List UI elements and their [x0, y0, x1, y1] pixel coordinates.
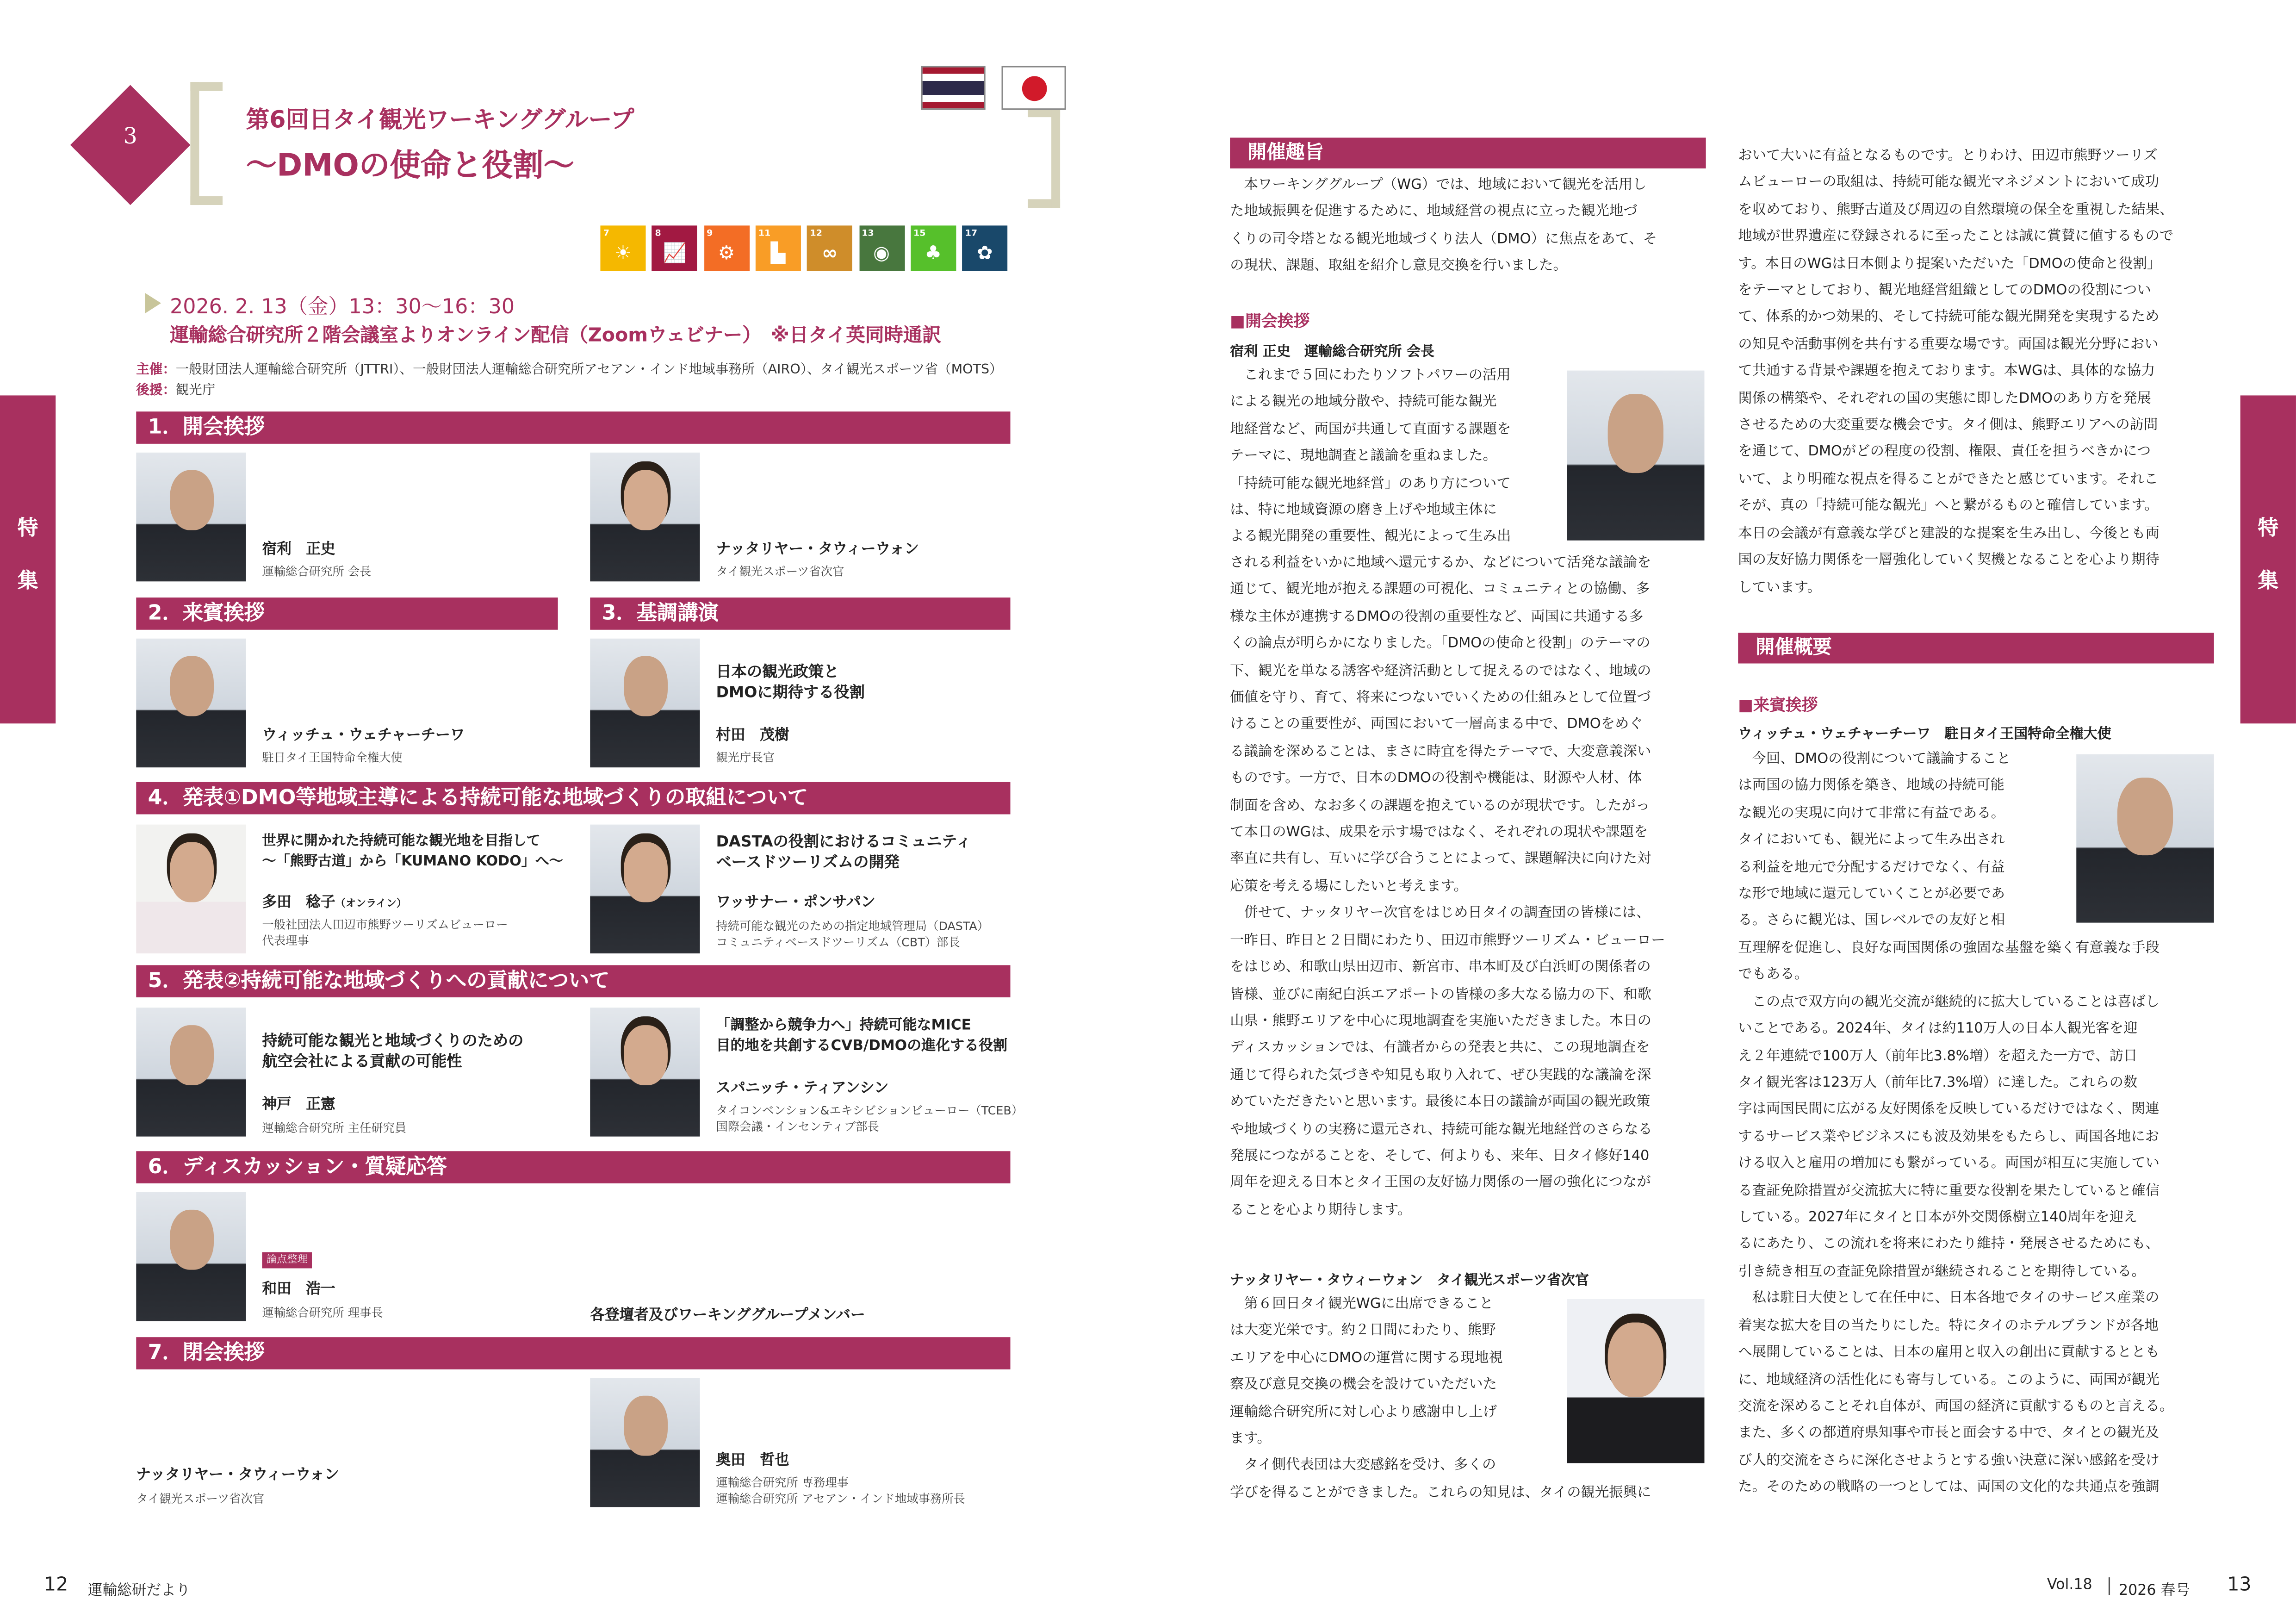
speaker-name: 神戸 正憲: [262, 1097, 335, 1114]
sdg-goal-15-icon: [911, 225, 956, 271]
speaker-photo-ambassador: [136, 639, 246, 767]
online-label: （オンライン）: [335, 897, 407, 910]
speaker-name: 宿利 正史: [262, 541, 335, 558]
speaker-role: 運輸総合研究所 主任研究員: [262, 1122, 407, 1135]
speaker-photo-shukuri: [136, 453, 246, 581]
left-page-number: 12: [43, 1574, 68, 1597]
speaker-role-line: コミュニティベースドツーリズム（CBT）部長: [716, 936, 960, 949]
talk-title-line: 持続可能な観光と地域づくりのための: [262, 1032, 524, 1050]
sdg-goal-number: 11: [758, 228, 771, 239]
speaker-role-line: 持続可能な観光のための指定地域管理局（DASTA）: [716, 920, 989, 933]
program-section-7: 7．閉会挨拶: [136, 1337, 1010, 1369]
opening-text: される利益をいかに地域へ還元するか、などについて活発な議論を 通じて、観光地が抱える課題の可視化、コミュニティとの協働、多 様な主体が連携するDMOの役割の重要性など、両国に共通する多 くの論点が明らかになりました。「DMOの使命と役割」のテーマの 下、観光を単なる誘客や経済活動として捉えるのではなく、地域の 価値を守り、育て、将来につないでいくための仕組みとして位置づ けることの重要性が、両国において一層高まる中で、DMOをめぐ る議論を深めることは、まさに時宜を得たテーマで、大変意義深い ものです。一方で、日本のDMOの役割や機能は、財源や人材、体 制面を含め、なお多くの課題を抱えているのが現状です。したがっ て本日のWGは、成果を示す場ではなく、それぞれの現状や課題を 率直に共有し、互いに学び合うことによって、課題解決に向けた対 応策を考える場にしたいと考えます。 併せて、ナッタリヤー次官をはじめ日タイの調査団の皆様には、 一昨日、昨日と２日間にわたり、田辺市熊野ツーリズム・ビューロー をはじめ、和歌山県田辺市、新宮市、串本町及び白浜町の関係者の 皆様、並びに南紀白浜エアポートの皆様の多大なる協力の下、和歌 山県・熊野エリアを中心に現地調査を実施いただきました。本日の ディスカッションでは、有識者からの発表と共に、この現地調査を 通じて得られた気づきや知見も取り入れて、ぜひ実践的な議論を深 めていただきたいと思います。最後に本日の議論が両国の観光政策 や地域づくりの実務に還元され、持続可能な観光地経営のさらなる 発展につながることを、そして、何よりも、来年、日タイ修好140 周年を迎える日本とタイ王国の友好協力関係の一層の強化につなが ることを心より期待します。: [1230, 555, 1665, 1219]
program-section-5: 5．発表②持続可能な地域づくりへの貢献について: [136, 965, 1010, 997]
side-tab-char: 特: [2258, 517, 2278, 541]
speaker-name-line: [262, 889, 407, 911]
organizers-label: 主催：: [136, 363, 176, 378]
speaker-role-line: 運輸総合研究所 専務理事: [716, 1476, 849, 1490]
talk-title-line: ～「熊野古道」から「KUMANO KODO」へ～: [262, 853, 563, 870]
support-text: 観光庁: [175, 384, 216, 398]
side-tab-char: 集: [2258, 569, 2278, 593]
sdg-goal-13-icon: [859, 225, 904, 271]
photo-shukuri: [1567, 371, 1704, 541]
opening-text-wrapped: これまで５回にわたりソフトパワーの活用 による観光の地域分散や、持続可能な観光 地経営など、両国が共通して直面する課題を テーマに、現地調査と議論を重ねました。 「持続可能な観光地経営」のあり方について は、特に地域資源の磨き上げや地域主体に よる観光開発の重要性、観光によって生み出: [1230, 367, 1511, 546]
talk-title: [262, 1031, 523, 1072]
speaker-role: 運輸総合研究所 会長: [262, 565, 372, 579]
talk-title-line: ベースドツーリズムの開発: [716, 853, 900, 871]
speaker-name: 奥田 哲也: [716, 1453, 789, 1469]
talk-title-line: 世界に開かれた持続可能な観光地を目指して: [262, 833, 540, 850]
talk-title-line: 「調整から競争力へ」持続可能なMICE: [716, 1018, 971, 1034]
speaker-role-line: 国際会議・インセンティブ部長: [716, 1120, 879, 1134]
date-marker-icon: [145, 293, 161, 313]
speaker-role-line: タイコンベンション&エキシビションビューロー（TCEB）: [716, 1104, 1024, 1118]
speaker-line-nattriya: ナッタリヤー・タウィーウォン タイ観光スポーツ省次官: [1230, 1272, 1589, 1289]
speaker-role: 運輸総合研究所 理事長: [262, 1306, 383, 1320]
eye-icon: ◉: [873, 243, 890, 265]
speaker-name: ワッサナー・ポンサパン: [716, 895, 876, 911]
talk-title-line: DASTAの役割におけるコミュニティ: [716, 833, 972, 851]
heading-purpose: 開催趣旨: [1230, 137, 1706, 168]
speaker-role-line: 代表理事: [262, 934, 309, 948]
talk-title: [716, 662, 864, 703]
growth-chart-icon: 📈: [663, 243, 687, 265]
footer-divider: [2109, 1577, 2110, 1595]
speaker-photo-tada: [136, 825, 246, 953]
speaker-role: タイ観光スポーツ省次官: [716, 565, 844, 579]
sun-icon: ☀: [614, 243, 632, 265]
speaker-role: 観光庁長官: [716, 751, 775, 765]
speaker-name: スパニッチ・ティアンシン: [716, 1081, 889, 1097]
sdg-goal-7-icon: [600, 225, 645, 271]
speaker-photo-supanich: [590, 1008, 700, 1136]
tree-icon: ♣: [925, 243, 942, 265]
organizers-line: [136, 359, 1002, 378]
ambassador-text-wrapped: 今回、DMOの役割について議論すること は両国の協力関係を築き、地域の持続可能 な観光の実現に向けて非常に有益である。 タイにおいても、観光によって生み出され る利益を地元で分配するだけでなく、有益 な形で地域に還元していくことが必要であ る。さらに観光は、国レベルでの友好と相: [1738, 751, 2011, 929]
program-section-1: 1．開会挨拶: [136, 411, 1010, 444]
sdg-goal-number: 15: [913, 228, 926, 239]
industry-icon: ⚙: [718, 243, 735, 265]
program-section-4: 4．発表①DMO等地域主導による持続可能な地域づくりの取組について: [136, 782, 1010, 815]
speaker-role: [716, 918, 989, 951]
section-number: 3: [123, 123, 137, 149]
speaker-photo-wassana: [590, 825, 700, 953]
infinity-icon: ∞: [822, 243, 838, 265]
speaker-name: 多田 稔子: [262, 895, 335, 911]
thailand-flag: [921, 66, 985, 110]
speaker-role-line: 運輸総合研究所 アセアン・インド地域事務所長: [716, 1492, 965, 1506]
subheading-guest: ■来賓挨拶: [1738, 696, 1818, 715]
event-date: 2026. 2. 13（金）13：30～16：30: [170, 296, 515, 319]
ambassador-text: 互理解を促進し、良好な両国関係の強固な基盤を築く有意義な手段 でもある。 この点で双方向の観光交流が継続的に拡大していることは喜ばし いことである。2024年、タイは約110万人の日本人観光客を迎 え２年連続で100万人（前年比3.8%増）を超えた一方で、訪日 タイ観光客は123万人（前年比7.3%増）に達した。これらの数 字は両国民間に広がる友好関係を反映しているだけではなく、関連 するサービス業やビジネスにも波及効果をもたらし、両国各地にお ける収入と雇用の増加にも繋がっている。両国が相互に実施してい る査証免除措置が交流拡大に特に重要な役割を果たしていると確信 している。2027年にタイと日本が外交関係樹立140周年を迎え るにあたり、この流れを将来にわたり維持・発展させるためにも、 引き続き相互の査証免除措置が継続されることを期待している。 私は駐日大使として在任中に、日本各地でタイのサービス産業の 着実な拡大を目の当たりにした。特にタイのホテルブランドが各地 へ展開していることは、日本の雇用と収入の創出に貢献するととも に、地域経済の活性化にも寄与している。このように、両国が観光 交流を深めることそれ自体が、両国の経済に貢献するものと言える。 また、多くの都道府県知事や市長と面会する中で、タイとの観光及 び人的交流をさらに深化させようとする強い決意に深い感銘を受け た。そのための戦略の一つとしては、両国の文化的な共通点を強調: [1738, 940, 2174, 1496]
organizers-text: 一般財団法人運輸総合研究所（JTTRI）、一般財団法人運輸総合研究所アセアン・インド地域事務所（AIRO）、タイ観光スポーツ省（MOTS）: [175, 363, 1003, 378]
sdg-goal-8-icon: [652, 225, 697, 271]
program-section-2: 2．来賓挨拶: [136, 597, 558, 630]
partnership-icon: ✿: [977, 243, 993, 265]
speaker-photo-kanbe: [136, 1008, 246, 1136]
japan-flag: [1002, 66, 1066, 110]
title-bracket-open: [190, 82, 223, 205]
sdg-goal-12-icon: [807, 225, 852, 271]
speaker-name: ナッタリヤー・タウィーウォン: [136, 1467, 339, 1484]
nattriya-text-continued: おいて大いに有益となるものです。とりわけ、田辺市熊野ツーリズ ムビューローの取組は、持続可能な観光マネジメントにおいて成功 を収めており、熊野古道及び周辺の自然環境の保全を重視した結果、 地域が世界遺産に登録されるに至ったことは誠に賞賛に値するもので す。本日のWGは日本側より提案いただいた「DMOの使命と役割」 をテーマとしており、観光地経営組織としてのDMOの役割につい て、体系的かつ効果的、そして持続可能な観光開発を実現するため の知見や活動事例を共有する重要な場です。両国は観光分野におい て共通する背景や課題を抱えております。本WGは、具体的な協力 関係の構築や、それぞれの国の実態に即したDMOのあり方を発展 させるための大変重要な機会です。タイ側は、熊野エリアへの訪問 を通じて、DMOがどの程度の役割、権限、責任を担うべきかにつ いて、より明確な視点を得ることができたと感じています。それこ そが、真の「持続可能な観光」へと繋がるものと確信しています。 本日の会議が有意義な学びと建設的な提案を生み出し、今後とも両 国の友好協力関係を一層強化していく契機となることを心より期待 しています。: [1738, 148, 2174, 596]
program-section-3: 3．基調講演: [590, 597, 1010, 630]
sdg-goal-number: 12: [810, 228, 823, 239]
discussion-tag: 論点整理: [262, 1252, 312, 1269]
purpose-text: 本ワーキンググループ（WG）では、地域において観光を活用し た地域振興を促進するために、地域経営の視点に立った観光地づ くりの司令塔となる観光地域づくり法人（DMO）に焦点をあて、そ の現状、課題、取組を紹介し意見交換を行いました。: [1230, 177, 1657, 274]
speaker-name: ウィッチュ・ウェチャーチーワ: [262, 728, 465, 744]
photo-nattriya: [1567, 1299, 1704, 1463]
sdg-goal-number: 13: [862, 228, 874, 239]
support-line: [136, 380, 215, 398]
event-venue: 運輸総合研究所２階会議室よりオンライン配信（Zoomウェビナー） ※日タイ英同時通訳: [170, 325, 942, 347]
all-participants: 各登壇者及びワーキンググループメンバー: [590, 1307, 865, 1324]
right-page-number: 13: [2227, 1574, 2252, 1597]
article-title-line2: ～DMOの使命と役割～: [246, 148, 575, 183]
feature-side-tab-left: [0, 395, 56, 723]
talk-title-line: 日本の観光政策と: [716, 663, 839, 681]
sdg-goal-number: 8: [655, 228, 661, 239]
sdg-goal-number: 17: [965, 228, 978, 239]
subheading-opening: ■開会挨拶: [1230, 312, 1310, 331]
speaker-role-line: 一般社団法人田辺市熊野ツーリズムビューロー: [262, 918, 508, 932]
sdg-goal-number: 9: [707, 228, 713, 239]
speaker-name: 和田 浩一: [262, 1281, 335, 1298]
city-icon: ▙: [770, 243, 786, 265]
speaker-name: 村田 茂樹: [716, 728, 789, 744]
speaker-role: タイ観光スポーツ省次官: [136, 1492, 265, 1506]
sdg-goal-9-icon: [704, 225, 749, 271]
title-bracket-close: [1028, 108, 1060, 208]
talk-title-line: DMOに期待する役割: [716, 684, 865, 702]
support-label: 後援：: [136, 384, 176, 398]
heading-overview: 開催概要: [1738, 633, 2214, 663]
talk-title: [716, 1016, 1007, 1058]
side-tab-char: 集: [17, 569, 38, 593]
sdg-goal-number: 7: [603, 228, 610, 239]
sdg-goal-11-icon: [756, 225, 801, 271]
program-section-6: 6．ディスカッション・質疑応答: [136, 1151, 1010, 1183]
speaker-name: ナッタリヤー・タウィーウォン: [716, 541, 919, 558]
speaker-photo-wada: [136, 1192, 246, 1321]
speaker-photo-okuda: [590, 1378, 700, 1507]
speaker-role: [716, 1475, 965, 1507]
article-title-line1: 第6回日タイ観光ワーキンググループ: [246, 105, 634, 133]
speaker-role: 駐日タイ王国特命全権大使: [262, 751, 403, 765]
talk-title-line: 航空会社による貢献の可能性: [262, 1053, 462, 1071]
talk-title-line: 目的地を共創するCVB/DMOの進化する役割: [716, 1038, 1008, 1055]
speaker-photo-murata: [590, 639, 700, 767]
issue-volume: Vol.18: [2047, 1577, 2092, 1593]
speaker-line-ambassador: ウィッチュ・ウェチャーチーワ 駐日タイ王国特命全権大使: [1738, 726, 2111, 743]
left-footer-title: 運輸総研だより: [87, 1583, 191, 1599]
side-tab-char: 特: [17, 517, 38, 541]
talk-title: [262, 832, 563, 873]
speaker-role: [716, 1103, 1023, 1135]
photo-ambassador: [2076, 754, 2214, 923]
speaker-photo-nattriya: [590, 453, 700, 581]
speaker-line-shukuri: 宿利 正史 運輸総合研究所 会長: [1230, 344, 1435, 361]
sdg-goal-17-icon: [962, 225, 1007, 271]
nattriya-text: 第６回日タイ観光WGに出席できること は大変光栄です。約２日間にわたり、熊野 エリアを中心にDMOの運営に関する現地視 察及び意見交換の機会を設けていただいた 運輸総合研究所に対し心より感謝申し上げ ます。 タイ側代表団は大変感銘を受け、多くの 学びを得ることができました。これらの知見は、タイの観光振興に: [1230, 1296, 1651, 1501]
talk-title: [716, 832, 971, 873]
feature-side-tab-right: [2240, 395, 2296, 723]
issue-season: 2026 春号: [2119, 1583, 2190, 1599]
speaker-role: [262, 917, 508, 949]
